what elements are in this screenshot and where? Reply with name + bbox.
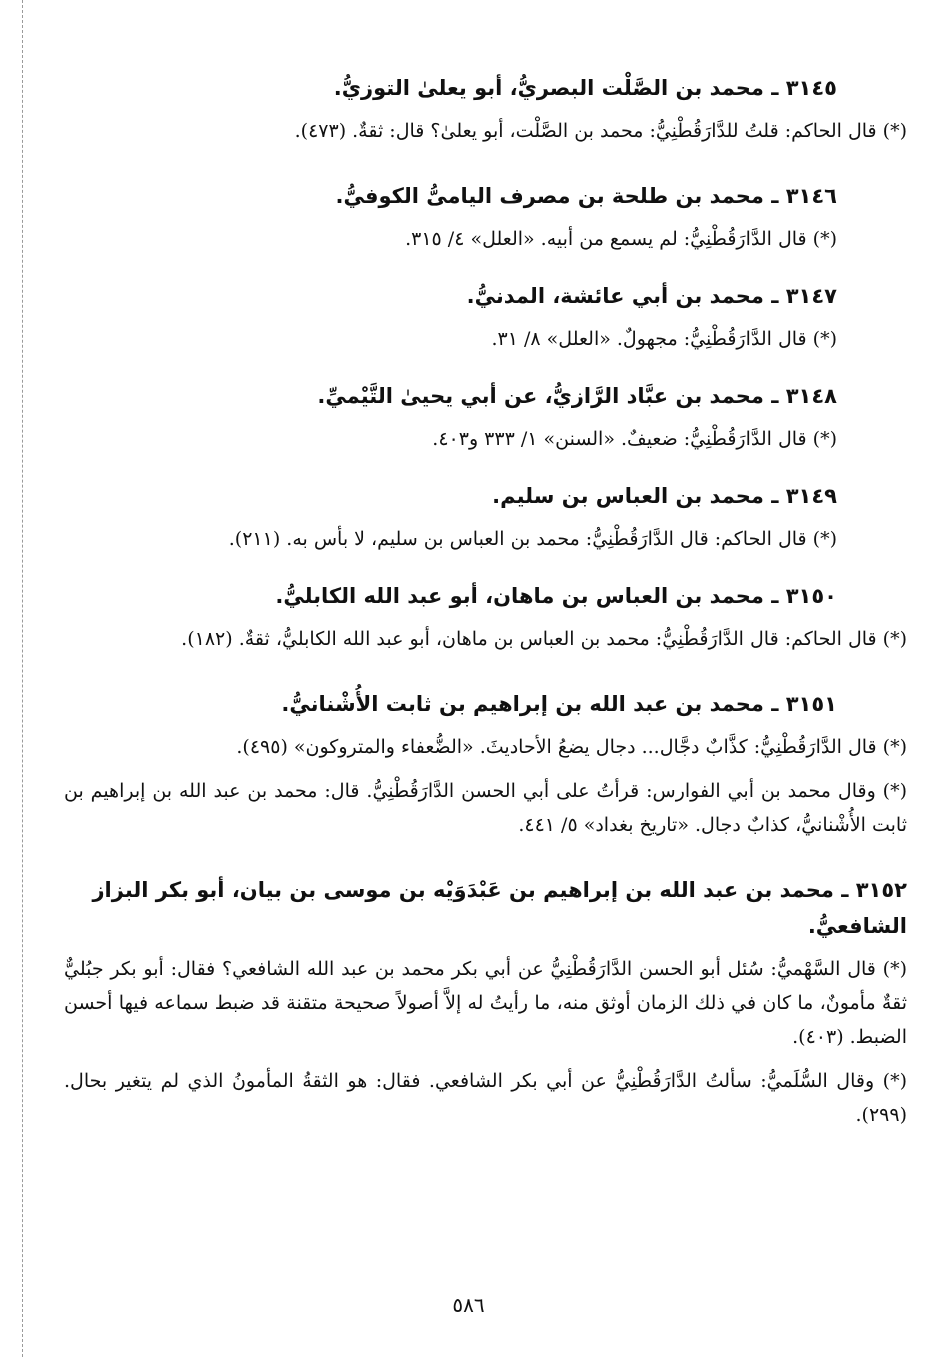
entry-heading: ٣١٥٠ ـ محمد بن العباس بن ماهان، أبو عبد الله الكابليُّ. [275, 584, 837, 608]
entry-paragraph: (*) قال الحاكم: قلتُ للدَّارَقُطْنِيُّ: محمد بن الصَّلْت، أبو يعلىٰ؟ قال: ثقةٌ. (٤٧٣). [294, 120, 907, 142]
page-number: ٥٨٦ [452, 1293, 485, 1317]
entry-paragraph: (*) قال الحاكم: قال الدَّارَقُطْنِيُّ: محمد بن العباس بن ماهان، أبو عبد الله الكابليُّ، ثقةٌ. (١٨٢). [181, 628, 907, 650]
entry-heading: ٣١٥٢ ـ محمد بن عبد الله بن إبراهيم بن عَبْدَوَيْه بن موسى بن بيان، أبو بكر البزاز الشافعيُّ. [92, 878, 907, 938]
entry-3149 [64, 478, 837, 556]
entry-paragraph: (*) وقال السُّلَميُّ: سألتُ الدَّارَقُطْنِيُّ عن أبي بكر الشافعي. فقال: هو الثقةُ المأمونُ الذي لم يتغير بحال. (٢٩٩). [64, 1070, 907, 1126]
entry-heading: ٣١٤٦ ـ محمد بن طلحة بن مصرف اليامىُّ الكوفيُّ. [335, 184, 837, 208]
entry-paragraph: (*) قال الدَّارَقُطْنِيُّ: كذَّابٌ دجَّال... دجال يضعُ الأحاديثَ. «الضُّعفاء والمتروكون» (٤٩٥). [236, 736, 907, 758]
entry-3150 [64, 578, 907, 656]
entry-paragraph: (*) قال السَّهْميُّ: سُئل أبو الحسن الدَّارَقُطْنِيُّ عن أبي بكر محمد بن عبد الله الشافعي؟ فقال: أبو بكر جبُليٌّ ثقةٌ مأمونٌ، ما كان في ذلك الزمان أوثق منه، ما رأيتُ له إلاَّ أصولاً صحيحة متقنة قد ضبط سماعه فيها أحسن الضبط. (٤٠٣). [64, 958, 907, 1048]
page-content [64, 70, 907, 1132]
entry-heading: ٣١٤٨ ـ محمد بن عبَّاد الرَّازيُّ، عن أبي يحيىٰ التَّيْميِّ. [317, 384, 837, 408]
entry-paragraph: (*) قال الدَّارَقُطْنِيُّ: ضعيفٌ. «السنن» ١/ ٣٣٣ و٤٠٣. [432, 428, 837, 450]
entry-3145 [64, 70, 907, 148]
entry-3152 [64, 872, 907, 1132]
entry-paragraph: (*) قال الحاكم: قال الدَّارَقُطْنِيُّ: محمد بن العباس بن سليم، لا بأس به. (٢١١). [228, 528, 837, 550]
entry-heading: ٣١٤٧ ـ محمد بن أبي عائشة، المدنيُّ. [466, 284, 837, 308]
entry-3147 [64, 278, 837, 356]
entry-paragraph: (*) وقال محمد بن أبي الفوارس: قرأتُ على أبي الحسن الدَّارَقُطْنِيُّ. قال: محمد بن عبد الله بن إبراهيم بن ثابت الأُشْنانيُّ، كذابٌ دجال. «تاريخ بغداد» ٥/ ٤٤١. [64, 780, 907, 836]
entry-3146 [64, 178, 837, 256]
entry-heading: ٣١٥١ ـ محمد بن عبد الله بن إبراهيم بن ثابت الأُشْنانيُّ. [281, 692, 837, 716]
entry-heading: ٣١٤٩ ـ محمد بن العباس بن سليم. [492, 484, 837, 508]
entry-heading: ٣١٤٥ ـ محمد بن الصَّلْت البصريُّ، أبو يعلىٰ التوزيُّ. [333, 76, 837, 100]
entry-paragraph: (*) قال الدَّارَقُطْنِيُّ: لم يسمع من أبيه. «العلل» ٤/ ٣١٥. [405, 228, 837, 250]
entry-3151 [64, 686, 907, 842]
entry-paragraph: (*) قال الدَّارَقُطْنِيُّ: مجهولٌ. «العلل» ٨/ ٣١. [491, 328, 837, 350]
entry-3148 [64, 378, 837, 456]
margin-rule [22, 0, 23, 1357]
